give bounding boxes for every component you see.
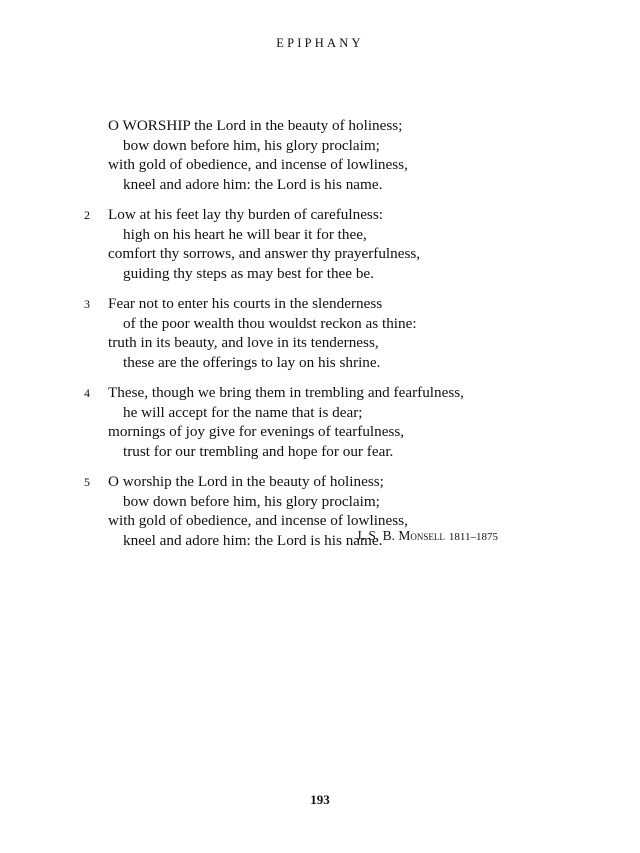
verse-line: Low at his feet lay thy burden of carefulness: xyxy=(108,206,383,223)
verse xyxy=(0,205,640,283)
page-number: 193 xyxy=(310,792,330,807)
author-name: J. S. B. Monsell xyxy=(356,528,445,543)
verse-line: O WORSHIP the Lord in the beauty of holiness; xyxy=(108,117,403,134)
verse-line: these are the offerings to lay on his shrine. xyxy=(123,353,381,371)
verse-line: trust for our trembling and hope for our fear. xyxy=(123,442,394,460)
verse xyxy=(0,472,640,550)
verse-number: 4 xyxy=(84,386,90,400)
verse-line: guiding thy steps as may best for thee be. xyxy=(123,264,374,282)
verse-number: 2 xyxy=(84,208,90,222)
verse-line: These, though we bring them in trembling and fearfulness, xyxy=(108,384,464,401)
verse-line: bow down before him, his glory proclaim; xyxy=(123,136,380,154)
hymn-text xyxy=(0,116,640,561)
verse-line: of the poor wealth thou wouldst reckon as thine: xyxy=(123,314,417,332)
verse-line: with gold of obedience, and incense of lowliness, xyxy=(108,156,408,173)
verse xyxy=(0,383,640,461)
attribution xyxy=(356,528,498,544)
verse-line: mornings of joy give for evenings of tearfulness, xyxy=(108,423,405,440)
verse-line: kneel and adore him: the Lord is his name. xyxy=(123,531,383,549)
verse-line: bow down before him, his glory proclaim; xyxy=(123,492,380,510)
verse-line: comfort thy sorrows, and answer thy prayerfulness, xyxy=(108,245,421,262)
verse xyxy=(0,116,640,194)
author-dates: 1811–1875 xyxy=(448,531,498,543)
verse-line: truth in its beauty, and love in its tenderness, xyxy=(108,334,379,351)
verse-line: with gold of obedience, and incense of lowliness, xyxy=(108,512,408,529)
verse-line: kneel and adore him: the Lord is his name. xyxy=(123,175,383,193)
verse-line: he will accept for the name that is dear; xyxy=(123,403,363,421)
verse-number: 5 xyxy=(84,475,90,489)
verse-number: 3 xyxy=(84,297,90,311)
verse xyxy=(0,294,640,372)
verse-line: high on his heart he will bear it for thee, xyxy=(123,225,367,243)
verse-line: Fear not to enter his courts in the slenderness xyxy=(108,295,383,312)
verse-line: O worship the Lord in the beauty of holiness; xyxy=(108,473,384,490)
running-title: EPIPHANY xyxy=(276,36,364,50)
